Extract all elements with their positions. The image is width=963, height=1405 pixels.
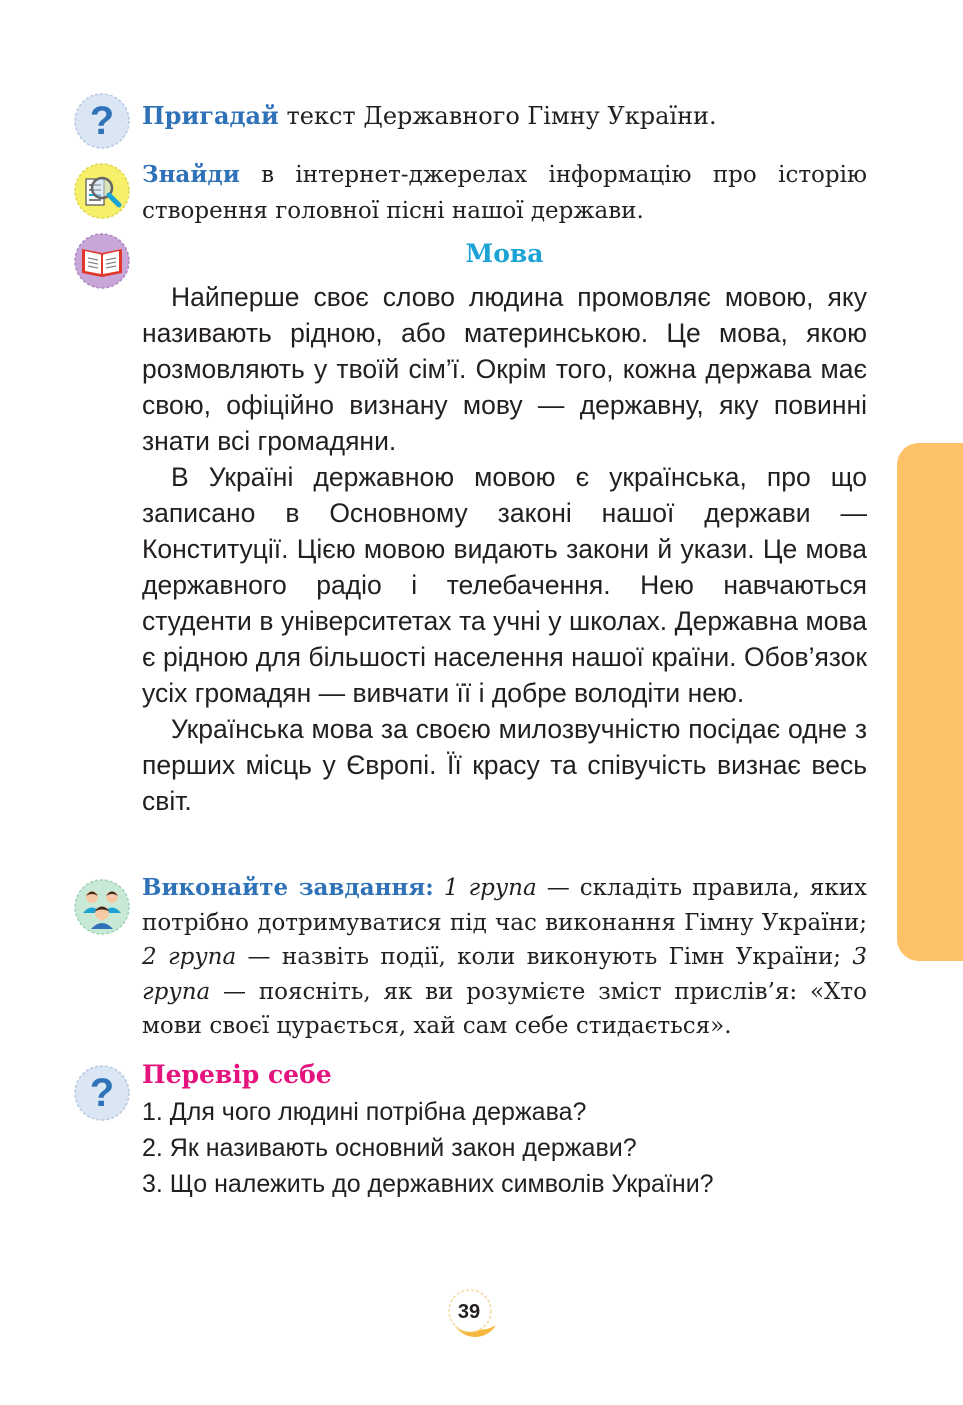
group-1-label: 1 група [443,875,537,901]
recall-text: текст Державного Гімну України. [278,102,717,130]
page-number: 39 [457,1301,481,1323]
recall-keyword: Пригадай [142,101,279,130]
find-paragraph [142,157,867,229]
find-keyword: Знайди [142,161,240,188]
svg-text:?: ? [89,1071,115,1115]
group-3-text: — поясніть, як ви розумієте зміст прислів’я: «Хто мови своєї цурається, хай сам себе стидається». [142,978,867,1039]
question-mark-icon [72,1063,132,1123]
students-group-icon [72,877,132,937]
question-item: 3. Що належить до державних символів України? [142,1170,714,1198]
paragraph-1: Найперше своє слово людина промовляє мовою, яку називають рідною, або материнською. Це мова, якою розмовляють у твоїй сім’ї. Окрім того, кожна держава має свою, офіційно визнану мову — державну, яку повинні знати всі громадяни. [142,282,867,456]
group-2-text: — назвіть події, коли виконують Гімн України; [236,944,853,970]
chapter-side-tab [897,443,963,961]
magnifier-document-icon [72,161,132,221]
paragraph-3: Українська мова за своєю милозвучністю посідає одне з перших місць у Європі. Її красу та співучість визнає весь світ. [142,714,867,816]
article-body [142,279,867,819]
find-text: в інтернет-джерелах інформацію про історію створення головної пісні нашої держави. [142,162,867,224]
group-task-paragraph [142,871,867,1044]
svg-text:?: ? [89,99,115,143]
task-keyword: Виконайте завдання: [142,874,434,901]
question-item: 1. Для чого людині потрібна держава? [142,1098,587,1126]
question-item: 2. Як називають основний закон держави? [142,1134,637,1162]
self-check-title: Перевір себе [142,1060,332,1089]
open-book-icon [72,231,132,291]
group-3-label: 3 група [142,944,867,1005]
paragraph-2: В Україні державною мовою є українська, про що записано в Основному законі нашої держави — Конституції. Цією мовою видають закони й укази. Це мова державного радіо і телебачення. Нею навчаються студенти в університетах та учні у школах. Державна мова є рідною для більшості населення нашої країни. Обов’язок усіх громадян — вивчати її і добре володіти нею. [142,462,867,708]
section-title: Мова [465,239,544,268]
question-mark-icon [72,91,132,151]
recall-line [142,99,882,133]
group-2-label: 2 група [142,944,237,970]
self-check-questions [142,1094,867,1202]
group-1-text: — складіть правила, яких потрібно дотримуватися під час виконання Гімну України; [142,875,867,936]
